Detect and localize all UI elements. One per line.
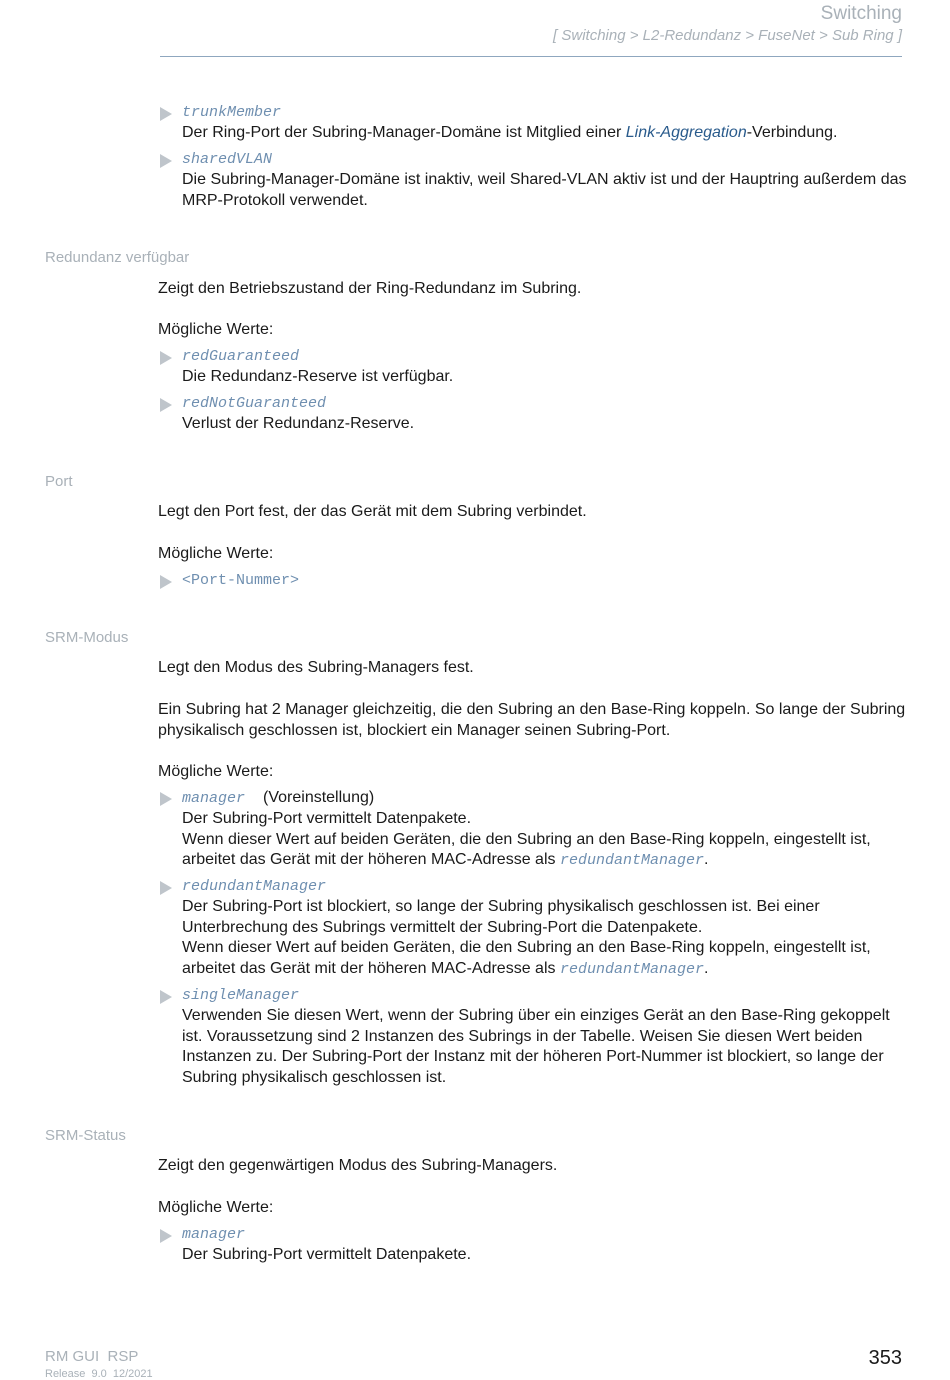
bullet-triangle-icon xyxy=(160,398,172,412)
section-label-srm-status: SRM-Status xyxy=(45,1127,126,1144)
list-item-sharedvlan xyxy=(158,150,908,211)
inline-code: redundantManager xyxy=(559,960,704,978)
section-label-redundanz: Redundanz verfügbar xyxy=(45,249,190,266)
srm-modus-description: Legt den Modus des Subring-Managers fest. xyxy=(158,659,474,676)
list-item-redguaranteed xyxy=(158,347,908,388)
value-code: sharedVLAN xyxy=(182,151,273,168)
value-description xyxy=(182,123,908,144)
bullet-triangle-icon xyxy=(160,1229,172,1243)
bullet-triangle-icon xyxy=(160,575,172,589)
value-code: trunkMember xyxy=(182,104,282,121)
desc-text-end: -Verbindung. xyxy=(746,124,838,141)
desc-text: Wenn dieser Wert auf beiden Geräten, die den Subring an den Base-Ring koppeln, eingestellt ist, arbeitet das Gerät mit der höheren MAC-Adresse als xyxy=(182,830,871,869)
value-description: Der Subring-Port vermittelt Datenpakete. xyxy=(182,810,472,827)
value-code: redGuaranteed xyxy=(182,348,300,365)
port-values-label: Mögliche Werte: xyxy=(158,545,274,562)
footer-product: RM GUI RSP xyxy=(45,1348,139,1365)
value-description: Die Redundanz-Reserve ist verfügbar. xyxy=(182,368,454,385)
inline-code: redundantManager xyxy=(559,852,704,870)
list-item-manager xyxy=(158,788,908,872)
page-number: 353 xyxy=(868,1347,902,1369)
bullet-triangle-icon xyxy=(160,351,172,365)
srm-modus-explanation: Ein Subring hat 2 Manager gleichzeitig, die den Subring an den Base-Ring koppeln. So lange der Subring physikalisch geschlossen ist, blockiert ein Manager seinen Subring-Port. xyxy=(158,701,906,739)
manager-code: manager xyxy=(182,790,246,807)
header-divider xyxy=(160,56,902,57)
list-item-singlemanager xyxy=(158,986,908,1088)
value-code: manager xyxy=(182,1226,246,1243)
value-code: <Port-Nummer> xyxy=(182,572,300,589)
list-item-trunkmember xyxy=(158,103,908,144)
value-description-extra xyxy=(182,830,908,872)
header-title: Switching xyxy=(820,3,902,24)
desc-text-end: . xyxy=(703,959,709,977)
value-description: Der Subring-Port ist blockiert, so lange der Subring physikalisch geschlossen ist. Bei einer Unterbrechung des Subrings vermittelt der Subring-Port die Datenpakete. xyxy=(182,898,820,936)
value-code xyxy=(182,788,908,809)
redundanz-values-label: Mögliche Werte: xyxy=(158,321,274,338)
srm-status-values-label: Mögliche Werte: xyxy=(158,1199,274,1216)
redundanz-description: Zeigt den Betriebszustand der Ring-Redundanz im Subring. xyxy=(158,280,582,297)
list-item-rednotguaranteed xyxy=(158,394,908,435)
desc-text: Wenn dieser Wert auf beiden Geräten, die den Subring an den Base-Ring koppeln, eingestellt ist, arbeitet das Gerät mit der höheren MAC-Adresse als xyxy=(182,939,871,977)
section-label-port: Port xyxy=(45,473,73,490)
default-note: (Voreinstellung) xyxy=(263,789,375,806)
bullet-triangle-icon xyxy=(160,107,172,121)
value-description: Verwenden Sie diesen Wert, wenn der Subring über ein einziges Gerät an den Base-Ring gekoppelt ist. Voraussetzung sind 2 Instanzen des Subrings in der Tabelle. Weisen Sie diesen Wert beiden Instanzen zu. Der Subring-Port der Instanz mit der höheren Port-Nummer ist blockiert, so lange der Subring physikalisch geschlossen ist. xyxy=(182,1007,890,1086)
value-code: redundantManager xyxy=(182,878,327,895)
section-label-srm-modus: SRM-Modus xyxy=(45,629,129,646)
bullet-triangle-icon xyxy=(160,881,172,895)
desc-text-end: . xyxy=(703,851,709,869)
value-description: Der Subring-Port vermittelt Datenpakete. xyxy=(182,1246,472,1263)
footer-release: Release 9.0 12/2021 xyxy=(45,1368,153,1380)
bullet-triangle-icon xyxy=(160,154,172,168)
value-code: redNotGuaranteed xyxy=(182,395,327,412)
srm-modus-values-label: Mögliche Werte: xyxy=(158,763,274,780)
srm-status-description: Zeigt den gegenwärtigen Modus des Subring-Managers. xyxy=(158,1157,558,1174)
desc-text: Der Ring-Port der Subring-Manager-Domäne ist Mitglied einer xyxy=(182,124,626,141)
link-aggregation-link[interactable]: Link-Aggregation xyxy=(625,124,747,141)
value-description: Die Subring-Manager-Domäne ist inaktiv, weil Shared-VLAN aktiv ist und der Hauptring außerdem das MRP-Protokoll verwendet. xyxy=(182,171,907,209)
value-description-extra xyxy=(182,938,908,980)
bullet-triangle-icon xyxy=(160,990,172,1004)
list-item-redundantmanager xyxy=(158,877,908,980)
list-item-status-manager xyxy=(158,1225,908,1266)
breadcrumb: [ Switching > L2-Redundanz > FuseNet > Sub Ring ] xyxy=(553,27,902,44)
value-code: singleManager xyxy=(182,987,300,1004)
bullet-triangle-icon xyxy=(160,792,172,806)
list-item-port-nummer xyxy=(158,571,908,591)
port-description: Legt den Port fest, der das Gerät mit dem Subring verbindet. xyxy=(158,503,587,520)
value-description: Verlust der Redundanz-Reserve. xyxy=(182,415,415,432)
